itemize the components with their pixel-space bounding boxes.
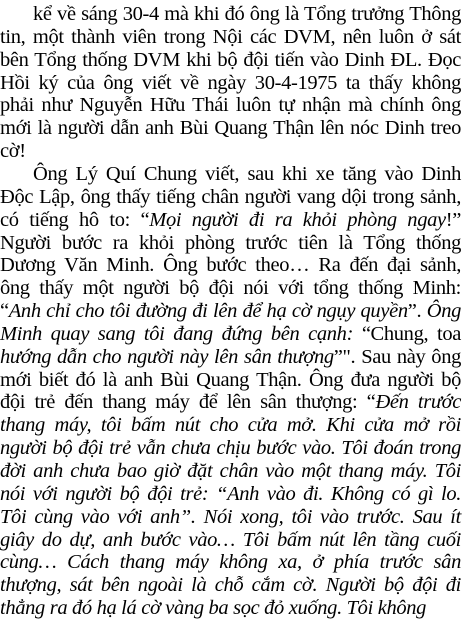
text-line: [0, 48, 461, 72]
text-segment: ”". Sau này ông: [333, 345, 461, 368]
text-segment: Hồi ký của ông viết về ngày 30-4-1975 ta thấy không: [0, 71, 461, 94]
text-line: [0, 573, 461, 597]
text-line: [0, 528, 461, 552]
text-segment: mới biết đó là anh Bùi Quang Thận. Ông đưa người bộ: [0, 368, 461, 391]
text-line: [33, 162, 461, 186]
text-line: [0, 116, 461, 140]
italic-text-segment: hướng dẫn cho người này lên sân thượng: [0, 345, 334, 368]
text-line: [0, 459, 461, 483]
text-line: [0, 505, 461, 529]
italic-text-segment: Tôi cùng vào với anh”. Nói xong, tôi vào trước. Sau ít: [0, 505, 461, 528]
text-line: [0, 185, 461, 209]
text-line: [0, 436, 461, 460]
text-segment: có tiếng hô to: “: [0, 208, 150, 231]
text-segment: “: [0, 300, 9, 323]
text-segment: phải như Nguyễn Hữu Thái luôn tự nhận mà chính ông: [0, 94, 461, 117]
text-segment: tin, một thành viên trong Nội các DVM, nên luôn ở sát: [0, 25, 461, 48]
text-line: [33, 2, 461, 26]
text-line: [0, 139, 26, 163]
text-segment: Độc Lập, ông thấy tiếng chân người vang dội trong sảnh,: [0, 185, 461, 208]
text-line: [0, 231, 461, 255]
text-segment: bên Tổng thống DVM khi bộ đội tiến vào Dinh ĐL. Đọc: [0, 48, 461, 71]
text-segment: Người bước ra khỏi phòng trước tiên là Tổng thống: [0, 231, 461, 254]
italic-text-segment: Minh quay sang tôi đang đứng bên cạnh:: [0, 322, 362, 345]
text-line: [0, 25, 461, 49]
text-line: [0, 482, 461, 506]
text-segment: đội trẻ đến thang máy để lên sân thượng: “: [0, 391, 376, 414]
italic-text-segment: người bộ đội trẻ vẫn chưa chịu bước vào. Tôi đoán trong: [0, 437, 461, 460]
italic-text-segment: Anh chỉ cho tôi đường đi lên để hạ cờ ngụy quyền: [8, 300, 408, 323]
italic-text-segment: Mọi người đi ra khỏi phòng ngay: [149, 208, 446, 231]
text-line: [0, 253, 461, 277]
text-line: [0, 208, 461, 232]
italic-text-segment: thẳng ra đó hạ lá cờ vàng ba sọc đỏ xuống. Tôi không: [0, 597, 427, 620]
italic-text-segment: thang máy, tôi bấm nút cho cửa mở. Khi cửa mở rồi: [0, 414, 461, 437]
text-segment: !”: [445, 208, 461, 231]
italic-text-segment: nói với người bộ đội trẻ: “Anh vào đi. Không có gì lo.: [0, 482, 461, 505]
text-line: [0, 276, 461, 300]
italic-text-segment: thượng, sát bên ngoài là chỗ cắm cờ. Người bộ đội đi: [0, 574, 461, 597]
text-line: [0, 596, 426, 620]
text-segment: ”.: [407, 300, 427, 323]
italic-text-segment: đời anh chưa bao giờ đặt chân vào một thang máy. Tôi: [0, 460, 461, 482]
italic-text-segment: giây do dự, anh bước vào… Tôi bấm nút lên tầng cuối: [0, 528, 461, 551]
text-segment: “Chung, toa: [361, 322, 461, 345]
text-segment: mới là người dẫn anh Bùi Quang Thận lên nóc Dinh treo: [0, 117, 461, 140]
text-segment: ông thấy một người bộ đội nói với tổng thống Minh:: [0, 277, 461, 300]
text-line: [0, 93, 461, 117]
text-line: [0, 71, 461, 95]
text-segment: Dương Văn Minh. Ông bước theo… Ra đến đại sảnh,: [0, 254, 461, 277]
text-segment: cờ!: [0, 140, 26, 163]
text-line: [0, 413, 461, 437]
text-line: [0, 299, 461, 323]
text-line: [0, 322, 461, 346]
text-line: [0, 368, 461, 392]
italic-text-segment: cùng… Cách thang máy không xa, ở phía trước sân: [0, 551, 461, 574]
text-segment: Ông Lý Quí Chung viết, sau khi xe tăng vào Dinh: [33, 162, 461, 185]
text-line: [0, 550, 461, 574]
italic-text-segment: Ông: [426, 300, 461, 323]
italic-text-segment: Đến trước: [375, 391, 461, 414]
text-line: [0, 390, 461, 414]
text-line: [0, 345, 461, 369]
text-segment: kể về sáng 30-4 mà khi đó ông là Tổng trưởng Thông: [33, 3, 461, 25]
